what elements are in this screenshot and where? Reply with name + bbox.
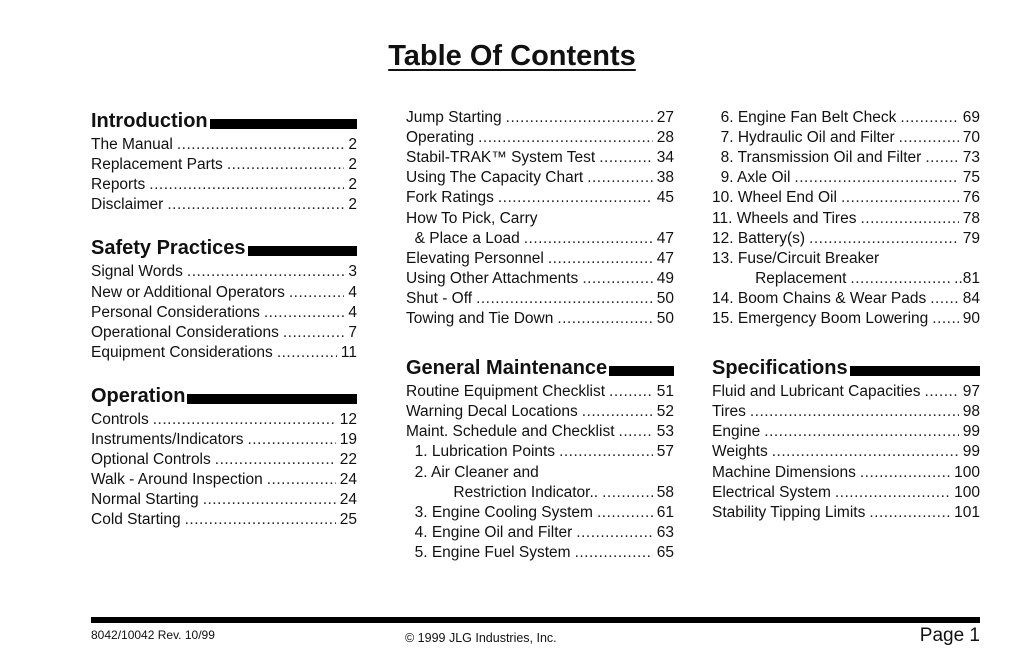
toc-entry-label: 6. Engine Fan Belt Check xyxy=(712,109,897,127)
dot-leader xyxy=(809,229,959,249)
toc-entry-label: 10. Wheel End Oil xyxy=(712,189,837,207)
toc-entry[interactable] xyxy=(712,289,980,309)
toc-entry-label: 11. Wheels and Tires xyxy=(712,209,857,227)
toc-entry-page: 11 xyxy=(340,343,357,361)
section-heading-text: Operation xyxy=(91,384,186,407)
toc-entry-label: Electrical System xyxy=(712,483,831,501)
toc-entry-label: Using Other Attachments xyxy=(406,269,579,287)
toc-entry[interactable] xyxy=(712,382,980,402)
toc-entry-page: 79 xyxy=(962,229,980,247)
toc-entry-label: Machine Dimensions xyxy=(712,463,856,481)
dot-leader xyxy=(167,195,344,215)
footer-rule xyxy=(91,617,980,623)
dot-leader xyxy=(860,209,958,229)
dot-leader xyxy=(153,410,336,430)
toc-entry[interactable] xyxy=(712,229,980,249)
document-number: 8042/10042 Rev. 10/99 xyxy=(91,628,215,642)
dot-leader xyxy=(557,309,652,329)
dot-leader xyxy=(602,483,653,503)
toc-entry-label: New or Additional Operators xyxy=(91,283,285,301)
toc-entry-label: Instruments/Indicators xyxy=(91,431,244,449)
toc-entry[interactable] xyxy=(406,442,674,462)
toc-entry-label: Equipment Considerations xyxy=(91,343,273,361)
toc-entry[interactable] xyxy=(91,195,357,215)
toc-entry-page: 75 xyxy=(962,169,980,187)
dot-leader xyxy=(850,269,950,289)
toc-entry[interactable] xyxy=(91,175,357,195)
dot-leader xyxy=(764,422,958,442)
toc-entry-label: Fork Ratings xyxy=(406,189,494,207)
toc-entry-label: Routine Equipment Checklist xyxy=(406,383,606,401)
dot-leader xyxy=(548,249,653,269)
toc-entry-label: Replacement xyxy=(712,269,847,287)
dot-leader xyxy=(524,229,653,249)
toc-entry[interactable] xyxy=(406,269,674,289)
section-heading-text: Specifications xyxy=(712,357,848,380)
toc-entry-label: Replacement Parts xyxy=(91,156,223,174)
dot-leader xyxy=(187,262,344,282)
toc-entry[interactable] xyxy=(91,470,357,490)
toc-entry-page: ..81 xyxy=(954,269,980,287)
dot-leader xyxy=(899,128,959,148)
toc-entry-page: 84 xyxy=(962,289,980,307)
toc-entry-label: 13. Fuse/Circuit Breaker xyxy=(712,249,880,267)
toc-entry-page: 99 xyxy=(962,423,980,441)
toc-entry-label: Restriction Indicator.. xyxy=(406,483,599,501)
dot-leader xyxy=(772,442,959,462)
dot-leader xyxy=(925,148,958,168)
dot-leader xyxy=(506,108,653,128)
toc-entry-page: 45 xyxy=(656,189,674,207)
toc-entry-label: Optional Controls xyxy=(91,451,211,469)
toc-entry-page: 97 xyxy=(962,383,980,401)
toc-column-2 xyxy=(406,108,674,563)
dot-leader xyxy=(149,175,344,195)
toc-entry-label: Walk - Around Inspection xyxy=(91,471,263,489)
toc-entry-page: 12 xyxy=(339,410,357,428)
toc-entry-page: 28 xyxy=(656,129,674,147)
toc-column-1 xyxy=(91,108,357,530)
toc-entry-label: 14. Boom Chains & Wear Pads xyxy=(712,289,927,307)
dot-leader xyxy=(267,470,336,490)
toc-entry-label: 12. Battery(s) xyxy=(712,229,806,247)
toc-entry-page: 100 xyxy=(954,463,980,481)
heading-bar xyxy=(187,394,357,404)
section-heading xyxy=(91,108,357,135)
dot-leader xyxy=(835,483,950,503)
toc-entry-label: Stability Tipping Limits xyxy=(712,503,866,521)
toc-entry[interactable] xyxy=(91,155,357,175)
toc-entry-label: Cold Starting xyxy=(91,511,181,529)
heading-bar xyxy=(248,246,357,256)
toc-entry-page: 100 xyxy=(954,483,980,501)
toc-entry-label: Personal Considerations xyxy=(91,303,260,321)
toc-entry-page: 47 xyxy=(656,249,674,267)
dot-leader xyxy=(559,442,653,462)
toc-entry-label: Jump Starting xyxy=(406,109,502,127)
dot-leader xyxy=(576,523,652,543)
toc-entry[interactable] xyxy=(712,503,980,523)
heading-bar xyxy=(850,366,980,376)
toc-entry-page: 50 xyxy=(656,289,674,307)
dot-leader xyxy=(498,188,653,208)
toc-entry-page: 65 xyxy=(656,543,674,561)
toc-entry[interactable] xyxy=(712,462,980,482)
section-heading xyxy=(91,383,357,410)
dot-leader xyxy=(609,382,653,402)
section-heading-text: Introduction xyxy=(91,110,208,132)
toc-entry-page: 99 xyxy=(962,443,980,461)
toc-entry-page: 53 xyxy=(656,423,674,441)
toc-entry[interactable] xyxy=(406,309,674,329)
heading-bar xyxy=(210,119,357,129)
toc-entry-label: 2. Air Cleaner and xyxy=(406,463,539,481)
toc-entry[interactable] xyxy=(712,188,980,208)
toc-entry[interactable] xyxy=(406,249,674,269)
toc-entry[interactable] xyxy=(91,343,357,363)
section-heading xyxy=(406,355,674,382)
toc-entry-label: Reports xyxy=(91,176,146,194)
toc-entry[interactable] xyxy=(406,229,674,249)
toc-entry[interactable] xyxy=(406,483,674,503)
toc-entry-label: Towing and Tie Down xyxy=(406,310,554,328)
toc-entry-page: 34 xyxy=(656,149,674,167)
dot-leader xyxy=(185,510,336,530)
toc-entry-label: Tires xyxy=(712,403,746,421)
toc-entry[interactable] xyxy=(712,309,980,329)
toc-entry[interactable] xyxy=(712,269,980,289)
toc-entry-label: Stabil-TRAK™ System Test xyxy=(406,149,596,167)
page-title: Table Of Contents xyxy=(388,40,636,72)
toc-entry[interactable] xyxy=(406,462,674,482)
toc-entry[interactable] xyxy=(91,510,357,530)
toc-entry[interactable] xyxy=(406,523,674,543)
toc-entry[interactable] xyxy=(406,168,674,188)
toc-entry[interactable] xyxy=(406,543,674,563)
dot-leader xyxy=(930,289,959,309)
toc-entry-page: 101 xyxy=(954,503,980,521)
toc-entry[interactable] xyxy=(406,208,674,228)
dot-leader xyxy=(582,402,653,422)
toc-entry-label: Disclaimer xyxy=(91,196,164,214)
toc-entry-label: How To Pick, Carry xyxy=(406,209,538,227)
section-heading-text: General Maintenance xyxy=(406,357,608,380)
toc-entry[interactable] xyxy=(406,108,674,128)
toc-column-3 xyxy=(712,108,980,523)
toc-entry-page: 57 xyxy=(656,443,674,461)
toc-entry-label: Weights xyxy=(712,443,768,461)
toc-entry-page: 19 xyxy=(339,431,357,449)
toc-entry[interactable] xyxy=(406,188,674,208)
dot-leader xyxy=(860,463,950,483)
toc-entry-page: 58 xyxy=(656,483,674,501)
dot-leader xyxy=(289,283,345,303)
toc-entry-page: 52 xyxy=(656,403,674,421)
dot-leader xyxy=(619,422,653,442)
toc-entry[interactable] xyxy=(712,249,980,269)
dot-leader xyxy=(599,148,653,168)
toc-entry-label: Elevating Personnel xyxy=(406,249,544,267)
toc-entry[interactable] xyxy=(91,410,357,430)
toc-entry[interactable] xyxy=(406,148,674,168)
dot-leader xyxy=(841,188,959,208)
toc-entry[interactable] xyxy=(712,422,980,442)
dot-leader xyxy=(476,289,653,309)
toc-entry[interactable] xyxy=(712,168,980,188)
dot-leader xyxy=(750,402,959,422)
toc-entry-page: 24 xyxy=(339,471,357,489)
toc-entry-label: 4. Engine Oil and Filter xyxy=(406,523,573,541)
section-heading-text: Safety Practices xyxy=(91,237,246,260)
toc-entry-label: Engine xyxy=(712,423,761,441)
toc-entry-page: 2 xyxy=(348,176,357,194)
dot-leader xyxy=(215,450,336,470)
toc-entry[interactable] xyxy=(91,282,357,302)
toc-entry-page: 90 xyxy=(962,310,980,328)
toc-entry-page: 2 xyxy=(348,156,357,174)
dot-leader xyxy=(587,168,653,188)
dot-leader xyxy=(794,168,958,188)
toc-entry[interactable] xyxy=(91,450,357,470)
toc-entry-label: 15. Emergency Boom Lowering xyxy=(712,310,929,328)
toc-entry-page: 61 xyxy=(656,503,674,521)
toc-entry-page: 70 xyxy=(962,129,980,147)
dot-leader xyxy=(575,543,653,563)
toc-entry-page: 73 xyxy=(962,149,980,167)
toc-entry[interactable] xyxy=(712,148,980,168)
toc-entry[interactable] xyxy=(712,483,980,503)
toc-entry-label: 9. Axle Oil xyxy=(712,169,791,187)
toc-entry-page: 3 xyxy=(348,263,357,281)
toc-entry-page: 2 xyxy=(348,136,357,154)
toc-entry[interactable] xyxy=(406,503,674,523)
toc-entry-page: 49 xyxy=(656,269,674,287)
dot-leader xyxy=(900,108,958,128)
dot-leader xyxy=(478,128,653,148)
toc-entry-label: 8. Transmission Oil and Filter xyxy=(712,149,922,167)
toc-entry-label: Normal Starting xyxy=(91,491,199,509)
toc-entry[interactable] xyxy=(712,442,980,462)
toc-entry-label: Signal Words xyxy=(91,263,183,281)
toc-entry-page: 25 xyxy=(339,511,357,529)
toc-entry-page: 24 xyxy=(339,491,357,509)
toc-entry-page: 76 xyxy=(962,189,980,207)
page-number: Page 1 xyxy=(919,625,980,646)
dot-leader xyxy=(227,155,345,175)
section-heading xyxy=(712,355,980,382)
dot-leader xyxy=(203,490,336,510)
toc-entry-label: Shut - Off xyxy=(406,289,473,307)
toc-entry[interactable] xyxy=(406,128,674,148)
toc-entry-label: 1. Lubrication Points xyxy=(406,443,556,461)
toc-entry-label: Operational Considerations xyxy=(91,323,279,341)
copyright-notice: © 1999 JLG Industries, Inc. xyxy=(405,631,557,645)
toc-entry-page: 69 xyxy=(962,109,980,127)
dot-leader xyxy=(264,303,345,323)
toc-entry-label: 5. Engine Fuel System xyxy=(406,543,571,561)
toc-entry-page: 51 xyxy=(656,383,674,401)
toc-entry[interactable] xyxy=(91,262,357,282)
toc-entry-page: 38 xyxy=(656,169,674,187)
toc-entry-page: 63 xyxy=(656,523,674,541)
dot-leader xyxy=(277,343,337,363)
toc-entry-label: Fluid and Lubricant Capacities xyxy=(712,383,921,401)
dot-leader xyxy=(925,382,959,402)
toc-entry[interactable] xyxy=(712,128,980,148)
toc-entry[interactable] xyxy=(91,430,357,450)
toc-entry-page: 27 xyxy=(656,109,674,127)
section-heading xyxy=(91,235,357,262)
toc-entry[interactable] xyxy=(712,208,980,228)
toc-entry-page: 98 xyxy=(962,403,980,421)
toc-entry[interactable] xyxy=(406,289,674,309)
toc-entry-page: 78 xyxy=(962,209,980,227)
toc-entry-label: 3. Engine Cooling System xyxy=(406,503,593,521)
heading-bar xyxy=(609,366,674,376)
toc-entry-label: Operating xyxy=(406,129,475,147)
dot-leader xyxy=(283,323,345,343)
toc-entry[interactable] xyxy=(91,490,357,510)
dot-leader xyxy=(597,503,653,523)
dot-leader xyxy=(932,309,958,329)
dot-leader xyxy=(177,135,345,155)
toc-entry-page: 4 xyxy=(348,303,357,321)
toc-entry-page: 7 xyxy=(348,323,357,341)
toc-entry[interactable] xyxy=(406,402,674,422)
dot-leader xyxy=(582,269,652,289)
toc-entry-page: 50 xyxy=(656,310,674,328)
toc-entry-page: 2 xyxy=(348,196,357,214)
toc-entry-label: Warning Decal Locations xyxy=(406,403,578,421)
toc-entry-label: & Place a Load xyxy=(406,229,520,247)
toc-entry-page: 47 xyxy=(656,229,674,247)
dot-leader xyxy=(247,430,335,450)
toc-entry-label: Using The Capacity Chart xyxy=(406,169,584,187)
dot-leader xyxy=(869,503,950,523)
toc-entry[interactable] xyxy=(712,402,980,422)
toc-entry[interactable] xyxy=(712,108,980,128)
toc-entry[interactable] xyxy=(91,303,357,323)
toc-entry-label: Maint. Schedule and Checklist xyxy=(406,423,615,441)
toc-entry[interactable] xyxy=(406,382,674,402)
toc-entry-label: 7. Hydraulic Oil and Filter xyxy=(712,129,895,147)
toc-entry[interactable] xyxy=(91,135,357,155)
toc-entry-page: 22 xyxy=(339,451,357,469)
toc-entry[interactable] xyxy=(406,422,674,442)
toc-entry-page: 4 xyxy=(348,283,357,301)
toc-entry-label: The Manual xyxy=(91,136,173,154)
toc-entry-label: Controls xyxy=(91,410,149,428)
toc-entry[interactable] xyxy=(91,323,357,343)
